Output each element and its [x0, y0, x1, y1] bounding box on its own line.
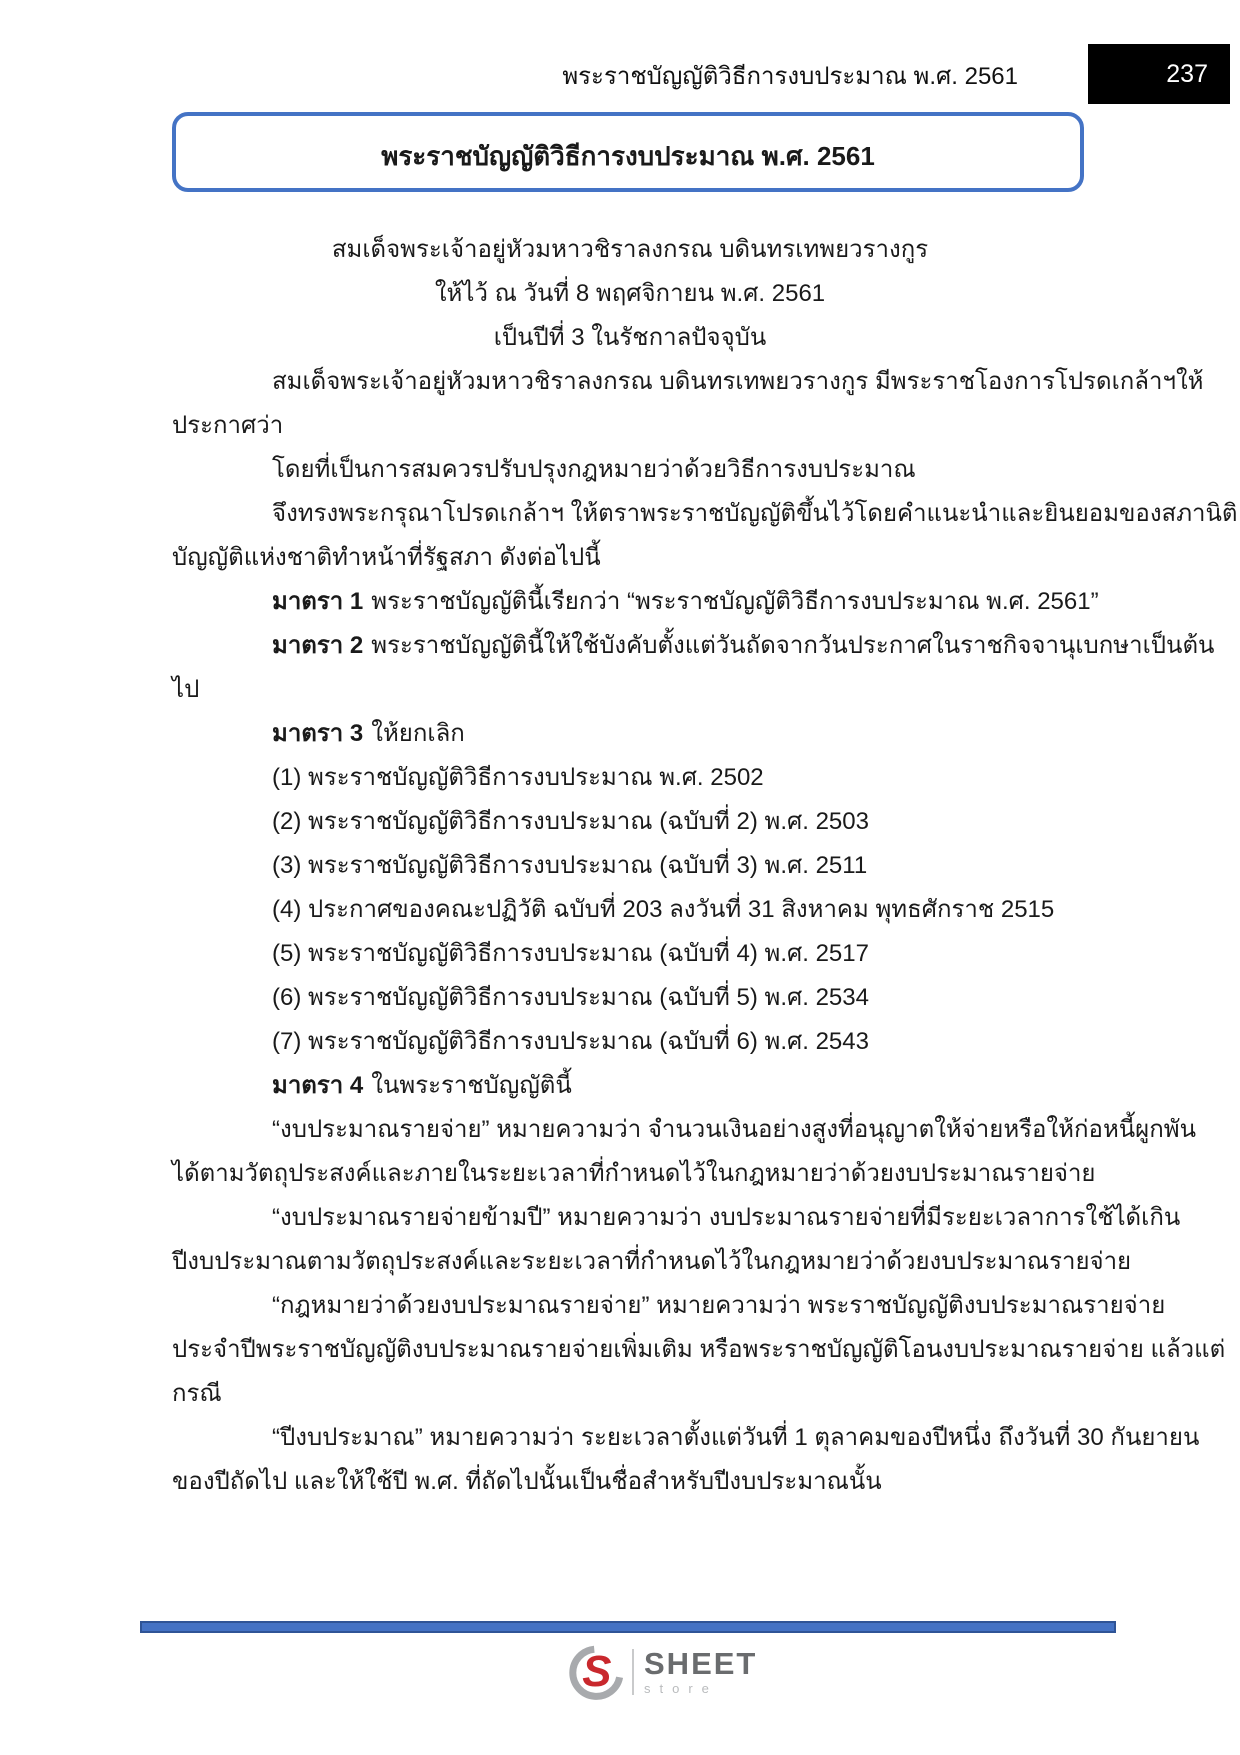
- body-line: บัญญัติแห่งชาติทำหน้าที่รัฐสภา ดังต่อไปนี้: [172, 544, 601, 571]
- body-line: จึงทรงพระกรุณาโปรดเกล้าฯ ให้ตราพระราชบัญญัติขึ้นไว้โดยคำแนะนำและยินยอมของสภานิติ: [272, 500, 1238, 527]
- body-line: กรณี: [172, 1380, 222, 1407]
- page-number: 237: [1166, 59, 1208, 88]
- section-label: มาตรา 1: [272, 588, 364, 615]
- running-header-title: พระราชบัญญัติวิธีการงบประมาณ พ.ศ. 2561: [562, 63, 1018, 90]
- body-line: “งบประมาณรายจ่าย” หมายความว่า จำนวนเงินอย่างสูงที่อนุญาตให้จ่ายหรือให้ก่อหนี้ผูกพัน: [272, 1116, 1196, 1143]
- logo-text: [644, 1645, 758, 1696]
- body-line: มาตรา 3 ให้ยกเลิก: [272, 720, 465, 747]
- section-label: มาตรา 2: [272, 632, 364, 659]
- page-number-badge: [1088, 44, 1230, 104]
- sheet-store-logo: [568, 1644, 757, 1700]
- body-line: “ปีงบประมาณ” หมายความว่า ระยะเวลาตั้งแต่วันที่ 1 ตุลาคมของปีหนึ่ง ถึงวันที่ 30 กันยายน: [272, 1424, 1200, 1451]
- body-line: มาตรา 1 พระราชบัญญัตินี้เรียกว่า “พระราชบัญญัติวิธีการงบประมาณ พ.ศ. 2561”: [272, 588, 1099, 615]
- act-title-box: [172, 112, 1084, 192]
- body-line: (7) พระราชบัญญัติวิธีการงบประมาณ (ฉบับที่ 6) พ.ศ. 2543: [272, 1028, 869, 1055]
- footer-divider-bar: [140, 1621, 1116, 1633]
- body-line: ให้ไว้ ณ วันที่ 8 พฤศจิกายน พ.ศ. 2561: [434, 280, 826, 307]
- act-title: พระราชบัญญัติวิธีการงบประมาณ พ.ศ. 2561: [381, 140, 875, 171]
- body-line: โดยที่เป็นการสมควรปรับปรุงกฎหมายว่าด้วยวิธีการงบประมาณ: [272, 456, 916, 483]
- section-label: มาตรา 4: [272, 1072, 364, 1099]
- body-line: (3) พระราชบัญญัติวิธีการงบประมาณ (ฉบับที่ 3) พ.ศ. 2511: [272, 852, 868, 879]
- logo-divider: [632, 1649, 634, 1695]
- body-line: “กฎหมายว่าด้วยงบประมาณรายจ่าย” หมายความว่า พระราชบัญญัติงบประมาณรายจ่าย: [272, 1292, 1166, 1319]
- body-line: ประจำปีพระราชบัญญัติงบประมาณรายจ่ายเพิ่มเติม หรือพระราชบัญญัติโอนงบประมาณรายจ่าย แล้วแต่: [172, 1336, 1226, 1363]
- sheet-store-logo-icon: [568, 1644, 624, 1700]
- body-line: มาตรา 2 พระราชบัญญัตินี้ให้ใช้บังคับตั้งแต่วันถัดจากวันประกาศในราชกิจจานุเบกษาเป็นต้น: [272, 632, 1215, 659]
- logo-sub-text: store: [644, 1680, 718, 1696]
- body-line: (1) พระราชบัญญัติวิธีการงบประมาณ พ.ศ. 2502: [272, 764, 764, 791]
- logo-letter-s: S: [582, 1647, 612, 1696]
- body-line: (2) พระราชบัญญัติวิธีการงบประมาณ (ฉบับที่ 2) พ.ศ. 2503: [272, 808, 869, 835]
- body-line: มาตรา 4 ในพระราชบัญญัตินี้: [272, 1072, 572, 1099]
- body-line: สมเด็จพระเจ้าอยู่หัวมหาวชิราลงกรณ บดินทรเทพยวรางกูร: [331, 236, 929, 263]
- body-line: ไป: [172, 676, 200, 703]
- body-line: (4) ประกาศของคณะปฏิวัติ ฉบับที่ 203 ลงวันที่ 31 สิงหาคม พุทธศักราช 2515: [272, 896, 1055, 923]
- logo-main-text: SHEET: [644, 1645, 758, 1681]
- body-line: ได้ตามวัตถุประสงค์และภายในระยะเวลาที่กำหนดไว้ในกฎหมายว่าด้วยงบประมาณรายจ่าย: [172, 1160, 1096, 1187]
- body-line: ปีงบประมาณตามวัตถุประสงค์และระยะเวลาที่กำหนดไว้ในกฎหมายว่าด้วยงบประมาณรายจ่าย: [172, 1248, 1132, 1275]
- body-line: (6) พระราชบัญญัติวิธีการงบประมาณ (ฉบับที่ 5) พ.ศ. 2534: [272, 984, 869, 1011]
- section-label: มาตรา 3: [272, 720, 364, 747]
- body-line: ประกาศว่า: [172, 412, 284, 439]
- body-line: (5) พระราชบัญญัติวิธีการงบประมาณ (ฉบับที่ 4) พ.ศ. 2517: [272, 940, 869, 967]
- body-line: ของปีถัดไป และให้ใช้ปี พ.ศ. ที่ถัดไปนั้นเป็นชื่อสำหรับปีงบประมาณนั้น: [172, 1468, 882, 1495]
- body-line: เป็นปีที่ 3 ในรัชกาลปัจจุบัน: [493, 324, 767, 351]
- body-line: สมเด็จพระเจ้าอยู่หัวมหาวชิราลงกรณ บดินทรเทพยวรางกูร มีพระราชโองการโปรดเกล้าฯให้: [272, 368, 1204, 395]
- document-body: [172, 228, 1238, 1504]
- body-line: “งบประมาณรายจ่ายข้ามปี” หมายความว่า งบประมาณรายจ่ายที่มีระยะเวลาการใช้ได้เกิน: [272, 1204, 1181, 1231]
